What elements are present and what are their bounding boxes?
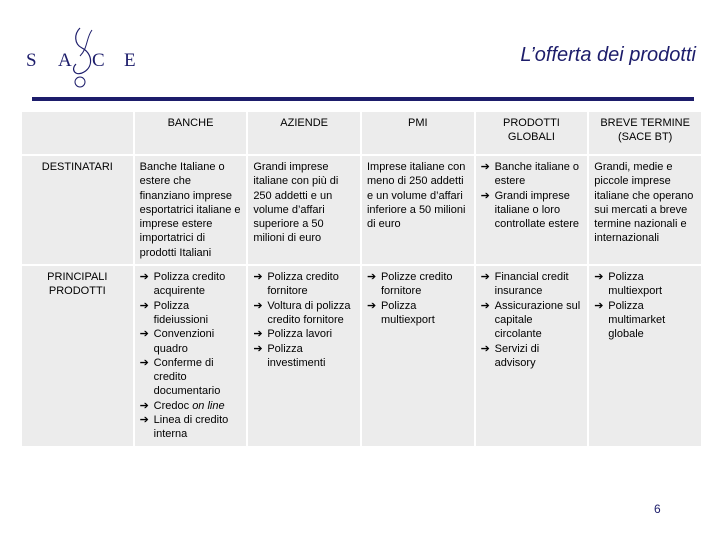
bullet-list: [367, 270, 469, 327]
bullet-list: [594, 270, 696, 341]
arrow-right-icon: ➔: [480, 299, 490, 312]
arrow-right-icon: ➔: [480, 189, 490, 202]
arrow-right-icon: ➔: [366, 271, 377, 284]
table-cell: [135, 266, 247, 446]
list-item: [140, 299, 242, 328]
list-item: [253, 299, 355, 328]
list-item-text: Convenzioni quadro: [153, 328, 215, 355]
table-cell: Grandi imprese italiane con più di 250 addetti e un volume d’affari superiore a 50 milioni di euro: [248, 156, 360, 264]
list-item: [253, 270, 355, 299]
list-item: [481, 160, 583, 189]
arrow-right-icon: ➔: [253, 342, 263, 355]
logo-letter: A: [58, 50, 72, 71]
list-item: [140, 399, 242, 413]
list-item-text: Assicurazione sul capitale circolante: [494, 299, 581, 341]
column-header-prodotti-globali: PRODOTTI GLOBALI: [476, 112, 588, 154]
list-item-text: Grandi imprese italiane o loro controllate estere: [494, 189, 580, 231]
arrow-right-icon: ➔: [253, 299, 263, 312]
arrow-right-icon: ➔: [480, 161, 490, 173]
list-item: [140, 413, 242, 442]
table-cell: Grandi, medie e piccole imprese italiane che operano sui mercati a breve termine nazionali e internazionali: [589, 156, 701, 264]
arrow-right-icon: ➔: [139, 271, 149, 284]
page-title: L’offerta dei prodotti: [520, 44, 696, 66]
arrow-right-icon: ➔: [594, 271, 604, 284]
list-item: [594, 270, 696, 299]
arrow-right-icon: ➔: [366, 299, 377, 312]
arrow-right-icon: ➔: [139, 356, 149, 369]
table-cell: [362, 266, 474, 446]
list-item: [253, 342, 355, 371]
table-cell: Banche Italiane o estere che finanziano imprese esportatrici italiane e imprese estere importatrici di prodotti Italiani: [135, 156, 247, 264]
arrow-right-icon: ➔: [139, 299, 149, 312]
bullet-list: [253, 270, 355, 370]
list-item-text: Polizza credito fornitore: [267, 271, 339, 298]
list-item: [140, 356, 242, 399]
column-header-aziende: AZIENDE: [248, 112, 360, 154]
list-item-text: Polizza multiexport: [608, 271, 663, 298]
list-item-text: Voltura di polizza credito fornitore: [267, 299, 351, 326]
arrow-right-icon: ➔: [139, 414, 149, 427]
list-item-text: Polizza multimarket globale: [608, 299, 666, 341]
logo-letter: E: [124, 50, 136, 71]
logo-letter: C: [92, 50, 105, 71]
list-item-text: Polizza lavori: [267, 328, 333, 341]
list-item: [367, 270, 469, 299]
table-cell: [248, 266, 360, 446]
bullet-list: [481, 270, 583, 370]
row-header: DESTINATARI: [22, 156, 133, 264]
list-item-text: Polizze credito fornitore: [380, 271, 453, 298]
list-item-text: Conferme di credito documentario: [153, 356, 221, 398]
sace-logo-icon: [22, 22, 142, 90]
arrow-right-icon: ➔: [139, 328, 149, 341]
list-item: [481, 299, 583, 342]
bullet-list: [481, 160, 583, 231]
arrow-right-icon: ➔: [480, 342, 490, 355]
offer-table: [20, 110, 703, 448]
arrow-right-icon: ➔: [139, 399, 149, 412]
list-item-text: Polizza multiexport: [380, 299, 435, 326]
table-cell: [589, 266, 701, 446]
list-item: [140, 270, 242, 299]
list-item-text: Polizza investimenti: [267, 342, 326, 369]
list-item-text: Polizza fideiussioni: [153, 299, 209, 326]
row-header: PRINCIPALI PRODOTTI: [22, 266, 133, 446]
list-item: [253, 327, 355, 341]
list-item-text: Credoc on line: [153, 399, 225, 412]
arrow-right-icon: ➔: [253, 271, 263, 284]
title-divider: [32, 97, 694, 101]
list-item-text: Linea di credito interna: [153, 414, 229, 441]
column-header-banche: BANCHE: [135, 112, 247, 154]
list-item-text: Servizi di advisory: [494, 342, 540, 369]
list-item: [481, 189, 583, 232]
table-cell: [476, 156, 588, 264]
table-cell: [476, 266, 588, 446]
table-corner: [22, 112, 133, 154]
slide-number: 6: [654, 502, 661, 516]
list-item-text: Polizza credito acquirente: [153, 271, 226, 298]
sace-logo: [22, 22, 142, 90]
arrow-right-icon: ➔: [594, 299, 604, 312]
table-row: [22, 266, 701, 446]
list-item-text: Banche italiane o estere: [494, 161, 580, 188]
arrow-right-icon: ➔: [253, 328, 263, 341]
list-item: [140, 327, 242, 356]
list-item: [594, 299, 696, 342]
bullet-list: [140, 270, 242, 442]
column-header-pmi: PMI: [362, 112, 474, 154]
list-item-text: Financial credit insurance: [494, 271, 569, 298]
list-item: [481, 342, 583, 371]
column-header-breve-termine: BREVE TERMINE (SACE BT): [589, 112, 701, 154]
table-header-row: [22, 112, 701, 154]
list-item: [481, 270, 583, 299]
list-item: [367, 299, 469, 328]
table-row: [22, 156, 701, 264]
logo-letter: S: [26, 50, 37, 71]
arrow-right-icon: ➔: [480, 271, 490, 284]
table-cell: Imprese italiane con meno di 250 addetti e un volume d’affari inferiore a 50 milioni di euro: [362, 156, 474, 264]
